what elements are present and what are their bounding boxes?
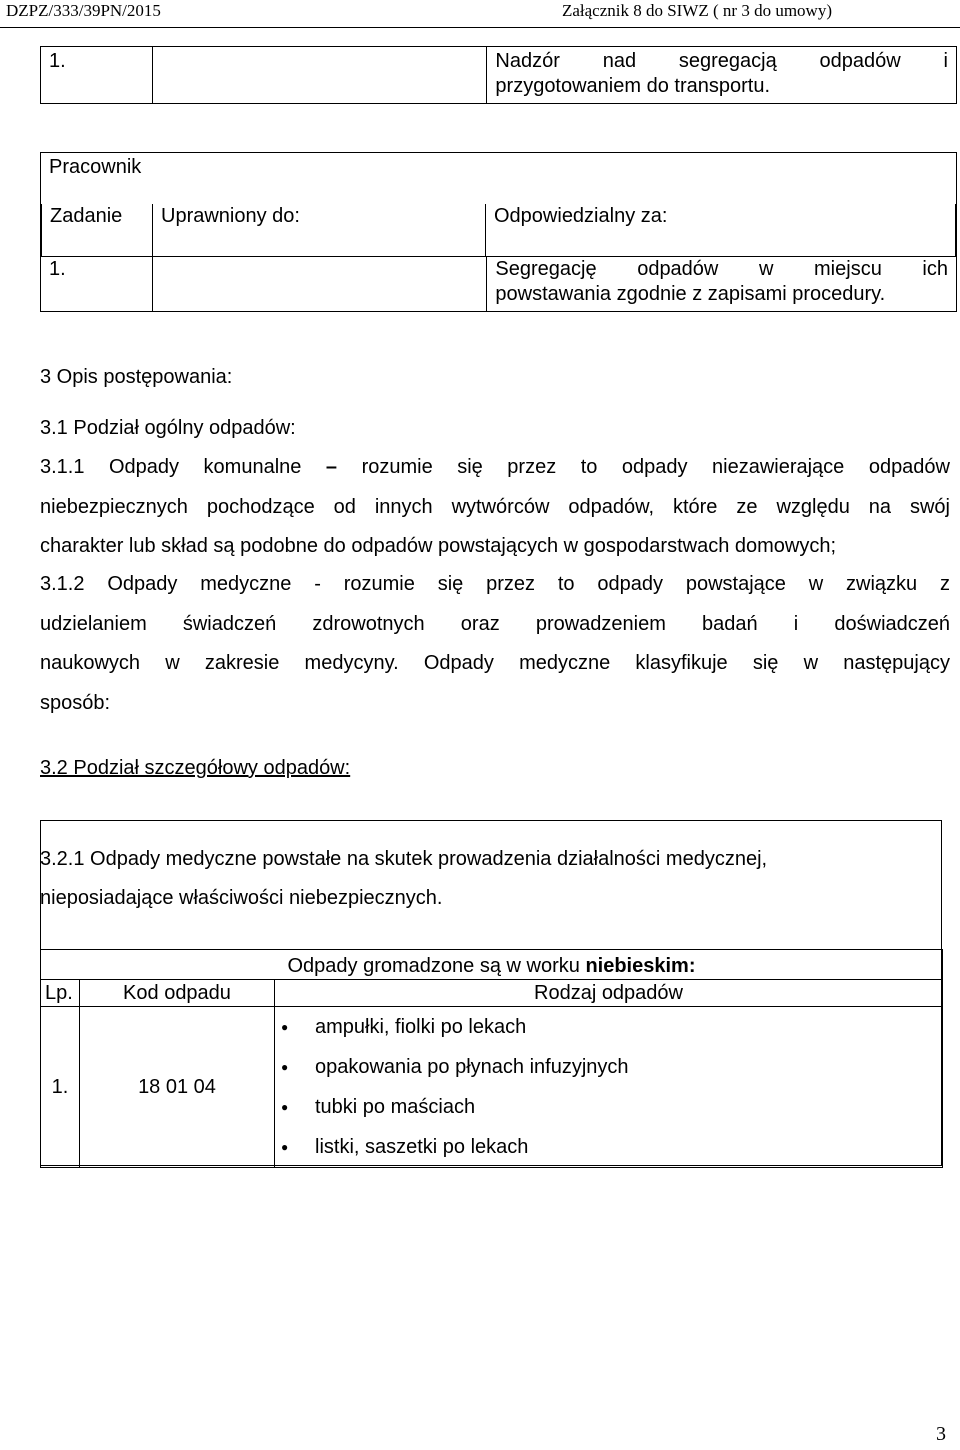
worker-col-responsible: Odpowiedzialny za:: [486, 204, 956, 256]
p2-line1: 3.1.2 Odpady medyczne - rozumie się przez to odpady powstające w związku z: [40, 573, 950, 595]
waste-item: ● tubki po maściach: [279, 1087, 938, 1127]
p2-line4: sposób:: [40, 691, 111, 714]
waste-col-code: Kod odpadu: [80, 980, 275, 1007]
worker-table: [40, 152, 957, 312]
waste-item: ● opakowania po płynach infuzyjnych: [279, 1047, 938, 1087]
subsection-heading-detailed: 3.2 Podział szczegółowy odpadów:: [40, 757, 351, 779]
p1-line3: charakter lub skład są podobne do odpadów powstających w gospodarstwach domowych;: [40, 535, 837, 557]
table1-empty-cell: [152, 47, 487, 104]
waste-col-lp: Lp.: [41, 980, 80, 1007]
waste-col-type: Rodzaj odpadów: [275, 980, 943, 1007]
header-document-id: DZPZ/333/39PN/2015: [6, 1, 161, 20]
p1-line1: [40, 448, 950, 488]
waste-table-caption: [41, 950, 943, 980]
section-heading: 3 Opis postępowania:: [40, 366, 233, 388]
waste-item: ● ampułki, fiolki po lekach: [279, 1007, 938, 1047]
worker-row-description: [487, 257, 957, 312]
waste-row-code: 18 01 04: [80, 1007, 275, 1168]
caption-color: niebieskim:: [585, 955, 696, 977]
subsection-heading-general: 3.1 Podział ogólny odpadów:: [40, 417, 296, 439]
paragraph-medical-waste: [40, 565, 950, 723]
waste-row-lp: 1.: [41, 1007, 80, 1168]
worker-table-header-row: [41, 204, 957, 257]
waste-row-items: [275, 1007, 943, 1168]
p1-dash: –: [325, 456, 338, 478]
waste-item: ● listki, saszetki po lekach: [279, 1127, 938, 1167]
header-attachment-label: Załącznik 8 do SIWZ ( nr 3 do umowy): [561, 1, 832, 20]
header-divider: [0, 27, 960, 28]
worker-col-authorized: Uprawniony do:: [153, 204, 486, 256]
page-number: 3: [936, 1423, 946, 1445]
p1-rest: rozumie się przez to odpady niezawierające odpadów: [361, 456, 950, 478]
waste-item-list: [279, 1007, 938, 1167]
worker-row-line2: powstawania zgodnie z zapisami procedury.: [495, 283, 886, 305]
p1-line2: niebezpiecznych pochodzące od innych wytwórców odpadów, które ze względu na swój: [40, 495, 950, 518]
p1-prefix: 3.1.1 Odpady komunalne: [40, 456, 302, 478]
paragraph-municipal-waste: [40, 448, 950, 567]
box-line2: nieposiadające właściwości niebezpiecznych.: [40, 887, 443, 909]
box-line1: 3.2.1 Odpady medyczne powstałe na skutek prowadzenia działalności medycznej,: [40, 848, 768, 870]
p2-line3: naukowych w zakresie medycyny. Odpady medyczne klasyfikuje się w następujący: [40, 652, 950, 674]
waste-table: [40, 949, 943, 1168]
responsibility-table-top: [40, 46, 957, 104]
worker-row-line1: Segregację odpadów w miejscu ich: [495, 258, 948, 280]
p2-line2: udzielaniem świadczeń zdrowotnych oraz prowadzeniem badań i doświadczeń: [40, 612, 950, 635]
table1-description-line2: przygotowaniem do transportu.: [495, 75, 770, 97]
table1-description-line1: Nadzór nad segregacją odpadów i: [495, 50, 948, 72]
box-description: [40, 840, 767, 918]
worker-row-number: 1.: [41, 257, 153, 312]
table1-description: [487, 47, 957, 104]
worker-row-empty: [152, 257, 487, 312]
worker-table-title: Pracownik: [41, 153, 957, 205]
table1-number: 1.: [41, 47, 153, 104]
worker-col-task: Zadanie: [42, 204, 153, 256]
caption-prefix: Odpady gromadzone są w worku: [287, 955, 580, 977]
